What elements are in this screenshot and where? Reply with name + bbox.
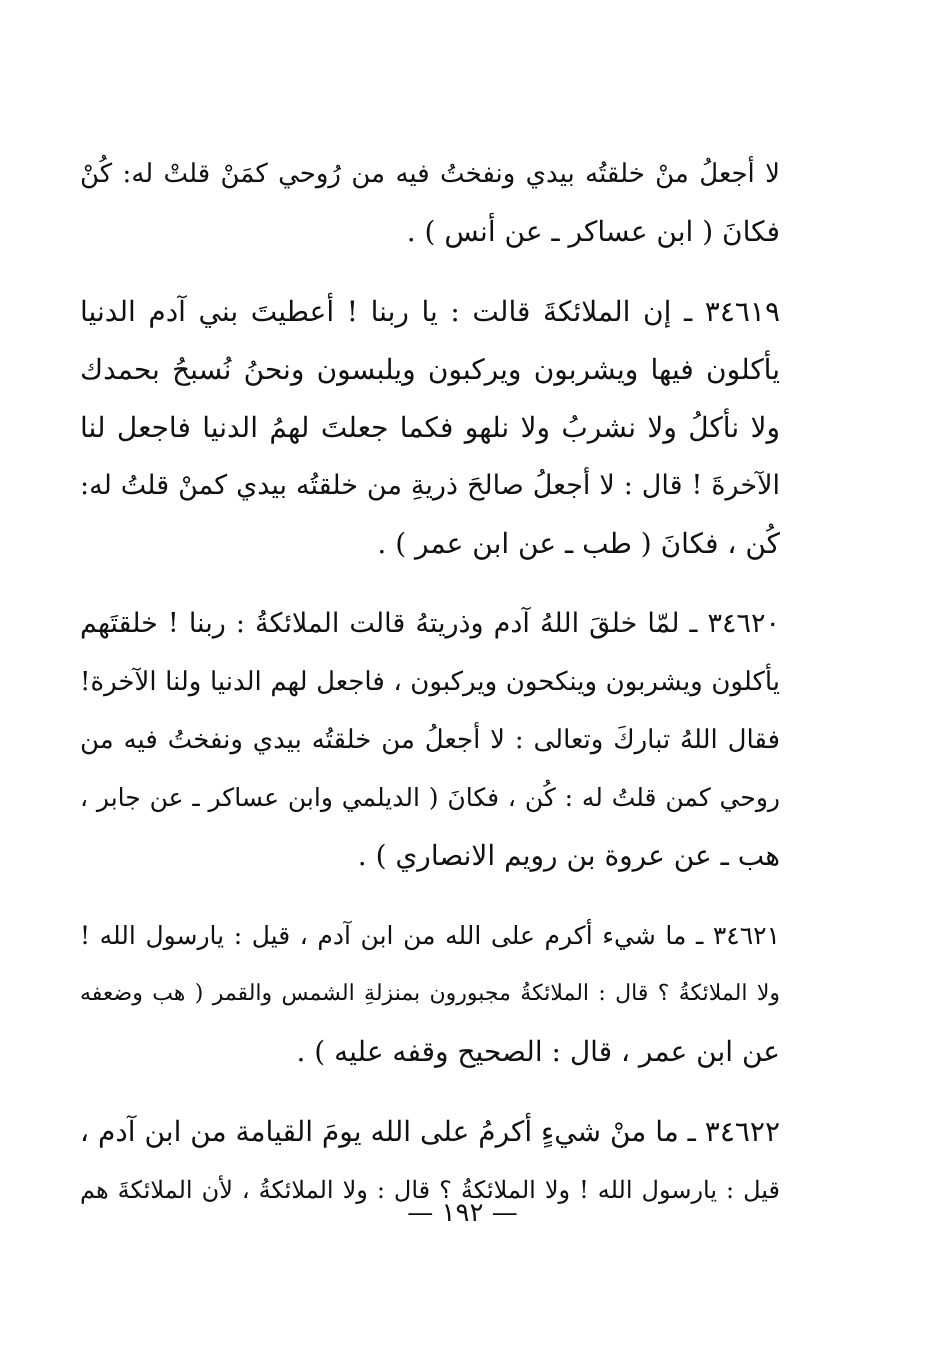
text-line: ٣٤٦٢١ ـ ما شيء أكرم على الله من ابن آدم ، قيل : يارسول الله ! bbox=[80, 921, 780, 950]
page-number: — ١٩٢ — bbox=[407, 1198, 518, 1228]
text-line: يأكلون فيها ويشربون ويركبون ويلبسون ونحنُ نُسبحُ بحمدك bbox=[80, 353, 780, 386]
paragraph-34619 bbox=[80, 283, 780, 573]
paragraph-1 bbox=[80, 145, 780, 261]
text-line: ولا نأكلُ ولا نشربُ ولا نلهو فكما جعلتَ لهمُ الدنيا فاجعل لنا bbox=[80, 411, 780, 444]
text-line: لا أجعلُ منْ خلقتُه بيدي ونفختُ فيه من رُوحي كمَنْ قلتْ له: كُنْ bbox=[80, 159, 780, 189]
paragraph-34621 bbox=[80, 907, 780, 1081]
text-line: روحي كمن قلتُ له : كُن ، فكانَ ( الديلمي وابن عساكر ـ عن جابر ، bbox=[80, 783, 780, 812]
text-line: ٣٤٦٢٠ ـ لمّا خلقَ اللهُ آدم وذريتهُ قالت الملائكةُ : ربنا ! خلقتَهم bbox=[80, 608, 780, 639]
paragraph-34620 bbox=[80, 595, 780, 885]
text-line: ٣٤٦٢٢ ـ ما منْ شيءٍ أكرمُ على الله يومَ القيامة من ابن آدم ، bbox=[80, 1115, 780, 1148]
text-line: الآخرةَ ! قال : لا أجعلُ صالحَ ذريةِ من خلقتُه بيدي كمنْ قلتُ له: bbox=[80, 470, 780, 501]
text-line: كُن ، فكانَ ( طب ـ عن ابن عمر ) . bbox=[377, 527, 780, 560]
text-line: ٣٤٦١٩ ـ إن الملائكةَ قالت : يا ربنا ! أعطيتَ بني آدم الدنيا bbox=[80, 295, 780, 328]
text-line: ولا الملائكةُ ؟ قال : الملائكةُ مجبورون بمنزلةِ الشمس والقمر ( هب وضعفه bbox=[80, 981, 780, 1006]
text-line: يأكلون ويشربون وينكحون ويركبون ، فاجعل لهم الدنيا ولنا الآخرة! bbox=[80, 667, 780, 697]
text-line: فقال اللهُ تباركَ وتعالى : لا أجعلُ من خلقتُه بيدي ونفختُ فيه من bbox=[80, 725, 780, 755]
text-line: هب ـ عن عروة بن رويم الانصاري ) . bbox=[357, 839, 780, 872]
text-line: فكانَ ( ابن عساكر ـ عن أنس ) . bbox=[406, 215, 780, 248]
hadith-text-block bbox=[80, 145, 780, 1219]
text-line: عن ابن عمر ، قال : الصحيح وقفه عليه ) . bbox=[296, 1035, 780, 1068]
text-line: قيل : يارسول الله ! ولا الملائكةُ ؟ قال : ولا الملائكةُ ، لأن الملائكةَ هم bbox=[80, 1176, 780, 1204]
